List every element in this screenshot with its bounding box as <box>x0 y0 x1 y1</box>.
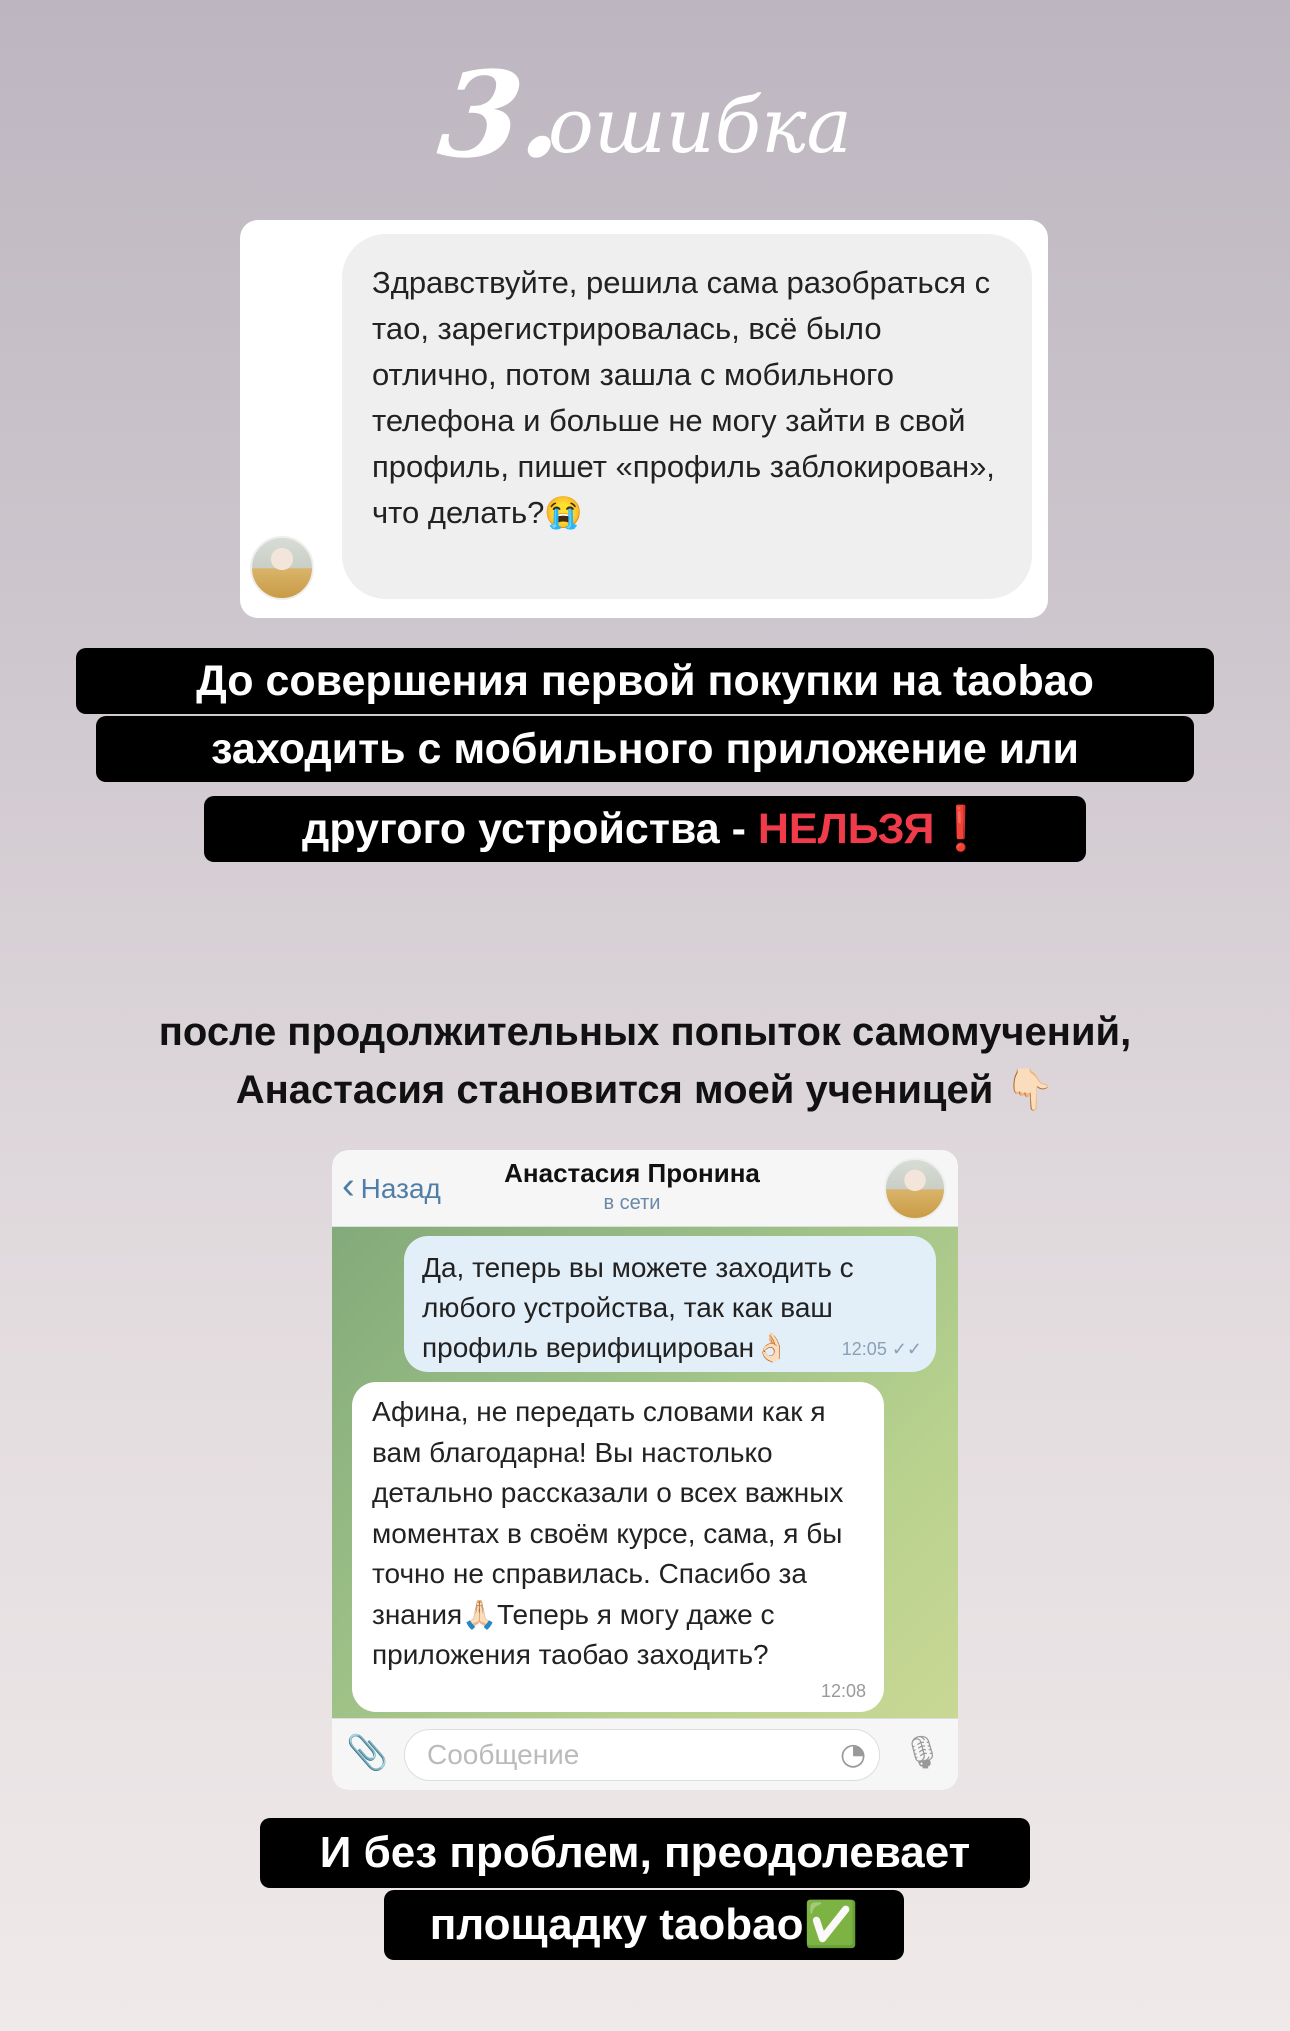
caption2-line1: И без проблем, преодолевает <box>260 1818 1030 1888</box>
question-bubble <box>342 234 1032 599</box>
outgoing-message-time: 12:05 ✓✓ <box>841 1339 922 1359</box>
sender-avatar <box>250 536 314 600</box>
title-number: 3. <box>432 45 571 184</box>
caption1-line1: До совершения первой покупки на taobao <box>76 648 1214 714</box>
caption1-line3-prefix: другого устройства - <box>302 805 758 853</box>
message-input-bar <box>332 1718 958 1790</box>
back-label: Назад <box>360 1173 441 1204</box>
outgoing-message <box>404 1236 936 1372</box>
question-card <box>240 220 1048 618</box>
caption1-line3-warning: НЕЛЬЗЯ❗️ <box>757 805 988 853</box>
chat-screenshot <box>332 1150 958 1790</box>
paperclip-icon[interactable]: 📎 <box>346 1733 389 1773</box>
chevron-left-icon: ‹ <box>342 1165 355 1207</box>
back-button[interactable] <box>342 1166 441 1209</box>
contact-avatar[interactable] <box>884 1158 946 1220</box>
chat-header <box>332 1150 958 1227</box>
title-word: ошибка <box>548 81 852 170</box>
outgoing-message-text: Да, теперь вы можете заходить с любого устройства, так как ваш профиль верифицирован👌🏻 <box>422 1252 854 1363</box>
story-title <box>0 40 1290 190</box>
microphone-icon[interactable]: 🎙 <box>902 1733 943 1771</box>
caption1-line2: заходить с мобильного приложение или <box>96 716 1194 782</box>
caption2-line2: площадку taobao✅ <box>384 1890 904 1960</box>
contact-name: Анастасия Пронина <box>504 1158 760 1188</box>
incoming-message-text: Афина, не передать словами как я вам благодарна! Вы настолько детально рассказали о всех важных моментах в своём курсе, сама, я бы точно не справилась. Спасибо за знания🙏🏻Теперь я могу даже с приложения таобао заходить? <box>372 1396 844 1670</box>
incoming-message <box>352 1382 884 1712</box>
incoming-message-time: 12:08 <box>820 1681 866 1701</box>
message-input[interactable]: Сообщение <box>404 1729 880 1781</box>
caption1-line3 <box>204 796 1086 862</box>
middle-line1: после продолжительных попыток самомучений, <box>158 1010 1132 1054</box>
sticker-icon[interactable]: ◔ <box>840 1737 867 1772</box>
contact-status: в сети <box>603 1192 661 1214</box>
middle-line2: Анастасия становится моей ученицей 👇🏻 <box>235 1068 1055 1112</box>
question-text: Здравствуйте, решила сама разобраться с тао, зарегистрировалась, всё было отлично, потом зашла с мобильного телефона и больше не могу зайти в свой профиль, пишет «профиль заблокирован», что делать?😭 <box>372 265 995 530</box>
